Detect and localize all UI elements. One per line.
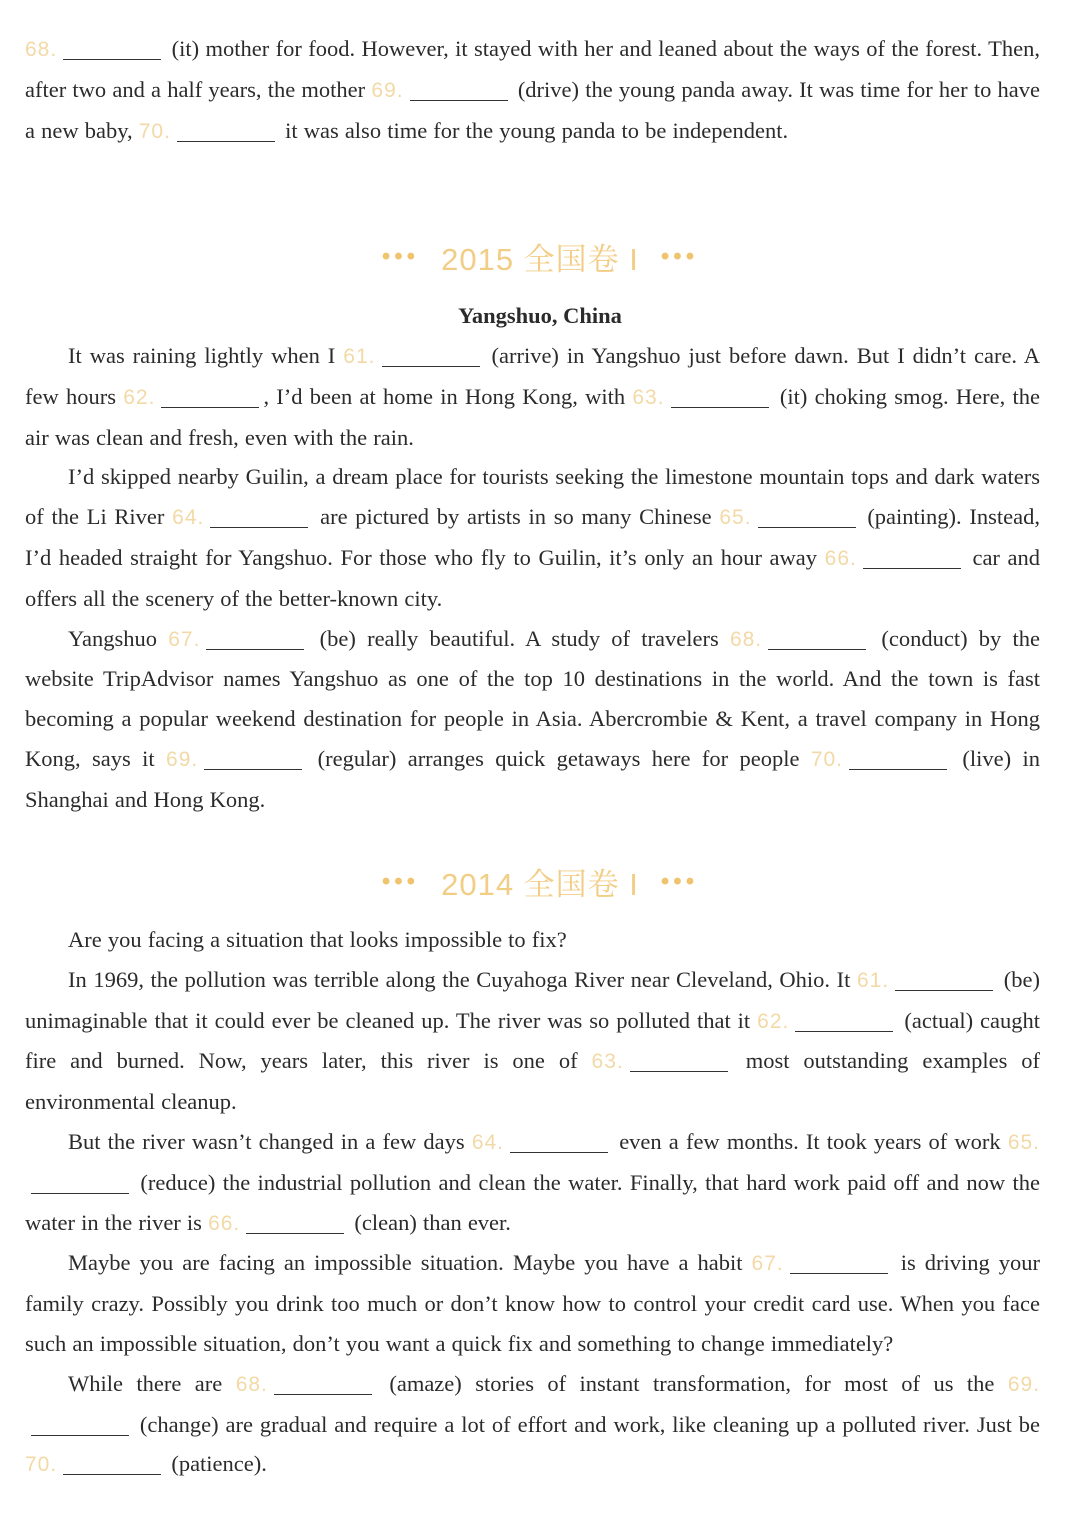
question-number-65: 65. [1007, 1130, 1041, 1154]
text: are pictured by artists in so many Chinese [320, 504, 712, 530]
passage-2014 [25, 920, 1040, 1485]
text: (it) choking smog. Here, the air was clean and fresh, even with the rain. [25, 383, 1041, 450]
paragraph [25, 1122, 1040, 1243]
text: (drive) the young panda away. It was time for her to have a new baby, [25, 76, 1041, 143]
text: While there are [68, 1370, 223, 1396]
text: (be) really beautiful. A study of travelers [319, 625, 719, 651]
answer-blank-61[interactable] [895, 967, 993, 991]
question-number-70: 70. [25, 1453, 58, 1477]
question-number-61: 61. [343, 345, 376, 368]
text: is driving your family crazy. Possibly you drink too much or don’t know how to control your credit card use. When you face such an impossible situation, don’t you want a quick fix and something to change immediately? [25, 1250, 1041, 1356]
answer-blank-66[interactable] [246, 1210, 344, 1234]
paragraph [25, 619, 1040, 820]
answer-blank-66[interactable] [863, 545, 961, 569]
text: (it) mother for food. However, it stayed with her and leaned about the ways of the forest. Then, after two and a half years, the mother [25, 36, 1041, 102]
text: (painting). Instead, I’d headed straight for Yangshuo. For those who fly to Guilin, it’s only an hour away [25, 504, 1040, 570]
text: even a few months. It took years of work [619, 1128, 1001, 1154]
question-number-63: 63. [591, 1050, 624, 1074]
section-heading-text: 2014 全国卷 I [441, 867, 639, 902]
answer-blank-68[interactable] [768, 626, 866, 650]
question-number-67: 67. [751, 1252, 784, 1276]
text: (amaze) stories of instant transformation, for most of us the [389, 1370, 995, 1396]
dots-decoration: ••• [660, 242, 699, 270]
text: (conduct) by the website TripAdvisor names Yangshuo as one of the top 10 destinations in the world. And the town is fast becoming a popular weekend destination for people in Asia. Abercrombie & Kent, a travel company in Hong Kong, says it [25, 625, 1040, 771]
question-number-62: 62. [123, 385, 156, 409]
text: (actual) caught fire and burned. Now, years later, this river is one of [25, 1007, 1041, 1074]
question-number-63: 63. [632, 385, 665, 409]
question-number-65: 65. [719, 506, 752, 530]
text: (regular) arranges quick getaways here for people [317, 745, 800, 771]
answer-blank-69[interactable] [31, 1412, 129, 1436]
paragraph [25, 1243, 1040, 1363]
question-number-68: 68. [235, 1372, 268, 1396]
dots-decoration: ••• [660, 867, 699, 895]
text: (be) unimaginable that it could ever be cleaned up. The river was so polluted that it [25, 966, 1041, 1033]
question-number-68: 68. [729, 627, 763, 651]
paragraph [25, 336, 1040, 457]
answer-blank-65[interactable] [758, 505, 856, 529]
question-number-69: 69. [166, 747, 199, 771]
question-number-66: 66. [208, 1211, 241, 1235]
dots-decoration: ••• [381, 242, 420, 270]
question-number-70: 70. [138, 119, 171, 143]
text: It was raining lightly when I [68, 343, 336, 368]
paragraph [25, 457, 1040, 618]
answer-blank-64[interactable] [210, 505, 308, 529]
text: (arrive) in Yangshuo just before dawn. But I didn’t care. A few hours [25, 343, 1041, 409]
question-number-69: 69. [1007, 1372, 1041, 1396]
paragraph: Are you facing a situation that looks impossible to fix? [68, 927, 567, 952]
answer-blank-69[interactable] [410, 77, 508, 101]
question-number-62: 62. [757, 1009, 790, 1033]
answer-blank-61[interactable] [382, 344, 480, 368]
answer-blank-65[interactable] [31, 1170, 129, 1194]
question-number-67: 67. [168, 627, 201, 651]
text: (live) in Shanghai and Hong Kong. [25, 745, 1041, 812]
dots-decoration: ••• [381, 867, 420, 895]
answer-blank-69[interactable] [204, 746, 302, 770]
paragraph [25, 960, 1040, 1122]
passage-continuation [25, 29, 1040, 151]
text: it was also time for the young panda to be independent. [285, 117, 789, 143]
section-heading-2015 [0, 234, 1080, 279]
text: (change) are gradual and require a lot of effort and work, like cleaning up a polluted river. Just be [139, 1411, 1040, 1437]
paragraph [25, 1364, 1040, 1485]
question-number-68: 68. [25, 38, 58, 61]
text: most outstanding examples of environmental cleanup. [25, 1048, 1041, 1115]
text: In 1969, the pollution was terrible along the Cuyahoga River near Cleveland, Ohio. It [68, 966, 851, 992]
answer-blank-68[interactable] [274, 1371, 372, 1395]
question-number-66: 66. [824, 546, 857, 570]
question-number-64: 64. [471, 1130, 505, 1154]
answer-blank-70[interactable] [63, 1452, 161, 1476]
question-number-69: 69. [371, 78, 404, 102]
text: Yangshuo [68, 625, 157, 651]
answer-blank-62[interactable] [161, 384, 259, 408]
answer-blank-70[interactable] [849, 746, 947, 770]
answer-blank-67[interactable] [790, 1251, 888, 1275]
answer-blank-62[interactable] [795, 1008, 893, 1032]
answer-blank-63[interactable] [630, 1049, 728, 1073]
text: I’d skipped nearby Guilin, a dream place for tourists seeking the limestone mountain tops and dark waters of the Li River [25, 464, 1040, 530]
question-number-61: 61. [856, 968, 890, 992]
text: car and offers all the scenery of the better-known city. [25, 544, 1041, 611]
answer-blank-67[interactable] [206, 626, 304, 650]
answer-blank-68[interactable] [63, 37, 161, 61]
answer-blank-70[interactable] [177, 118, 275, 142]
text: (clean) than ever. [354, 1209, 511, 1235]
text: (patience). [171, 1451, 267, 1477]
answer-blank-64[interactable] [510, 1129, 608, 1153]
text: , I’d been at home in Hong Kong, with [263, 383, 626, 409]
question-number-64: 64. [172, 506, 205, 530]
text: But the river wasn’t changed in a few days [68, 1128, 465, 1154]
text: (reduce) the industrial pollution and clean the water. Finally, that hard work paid off and now the water in the river is [25, 1169, 1040, 1235]
section-heading-2014 [0, 859, 1080, 904]
passage-2015 [25, 336, 1040, 820]
answer-blank-63[interactable] [671, 384, 769, 408]
passage-title: Yangshuo, China [458, 303, 622, 328]
section-heading-text: 2015 全国卷 I [441, 242, 639, 277]
text: Maybe you are facing an impossible situation. Maybe you have a habit [68, 1250, 743, 1276]
question-number-70: 70. [810, 747, 844, 771]
